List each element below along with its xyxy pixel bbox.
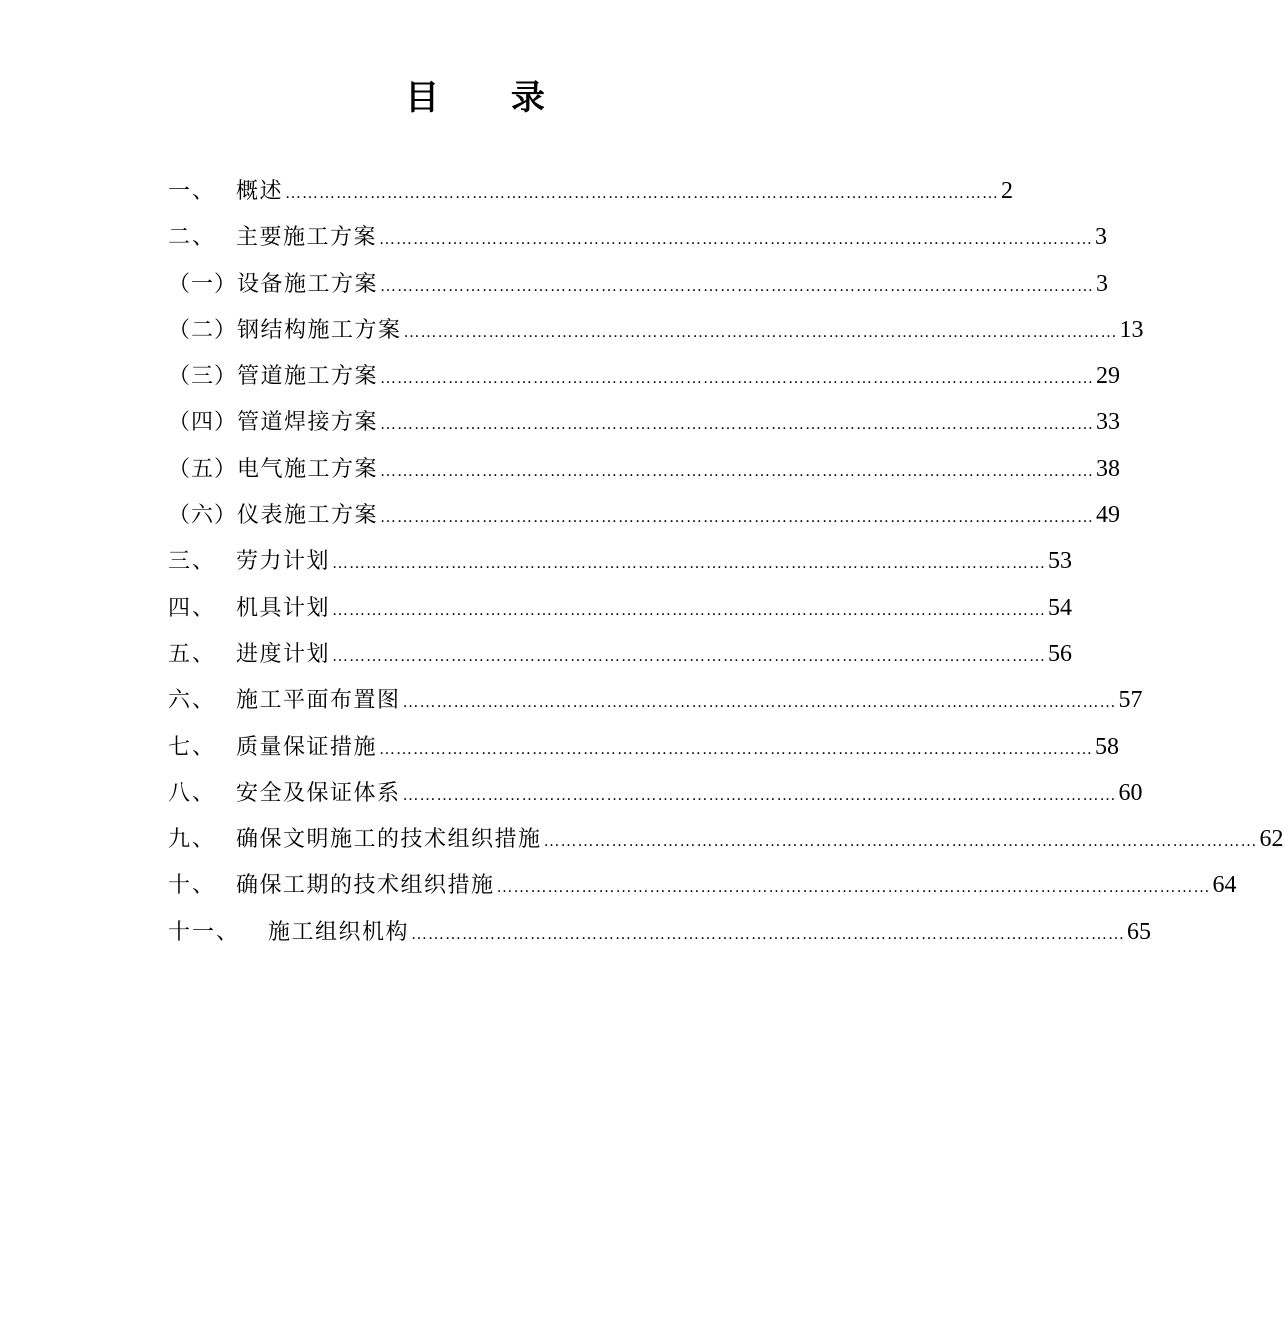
toc-entry-number: （六）: [168, 503, 238, 529]
toc-entry-leader-dots: ………………………………………………………………………………………………………………: [380, 509, 1095, 527]
toc-entry-number: （四）: [168, 410, 238, 436]
toc-entry-page-number: 58: [1095, 733, 1120, 760]
toc-entry[interactable]: [168, 816, 1284, 862]
toc-entry-page-number: 38: [1096, 455, 1121, 482]
toc-entry[interactable]: [168, 353, 1121, 399]
toc-entry-label: 施工平面布置图: [236, 688, 401, 714]
toc-entry-leader-dots: ………………………………………………………………………………………………………………: [411, 925, 1126, 943]
toc-entry-number: （二）: [168, 317, 238, 343]
toc-entry-label: 设备施工方案: [237, 271, 379, 297]
toc-entry-number: 一、: [168, 179, 217, 204]
toc-entry[interactable]: [168, 261, 1109, 307]
toc-entry[interactable]: [168, 214, 1108, 260]
toc-entry[interactable]: [168, 677, 1143, 723]
toc-entry[interactable]: [168, 538, 1073, 584]
toc-entry-label: 确保工期的技术组织措施: [236, 873, 495, 899]
toc-entry-page-number: 54: [1048, 594, 1073, 621]
toc-entry-page-number: 60: [1118, 779, 1143, 806]
page-title: 目 录: [405, 78, 575, 118]
toc-entry[interactable]: [168, 307, 1144, 353]
toc-entry-number: （三）: [168, 364, 238, 390]
toc-entry[interactable]: [168, 446, 1121, 492]
toc-entry-leader-dots: ………………………………………………………………………………………………………………: [379, 231, 1094, 249]
toc-entry-page-number: 64: [1212, 872, 1237, 899]
toc-entry-number: 四、: [168, 595, 217, 621]
toc-entry-page-number: 65: [1127, 918, 1152, 945]
toc-entry-number: 十一、: [168, 919, 241, 945]
toc-entry-number: 七、: [168, 734, 217, 760]
toc-entry-number: 三、: [168, 549, 217, 575]
toc-entry-number: 二、: [168, 225, 217, 251]
toc-entry[interactable]: [168, 168, 1014, 214]
toc-entry-leader-dots: ………………………………………………………………………………………………………………: [380, 416, 1095, 434]
toc-entry-number: 十、: [168, 873, 217, 899]
toc-entry-label: 安全及保证体系: [236, 780, 401, 806]
toc-entry-label: 质量保证措施: [236, 734, 378, 760]
toc-entry-leader-dots: ………………………………………………………………………………………………………………: [402, 786, 1117, 804]
toc-entry[interactable]: [168, 909, 1152, 955]
toc-entry[interactable]: [168, 585, 1073, 631]
toc-entry-leader-dots: ………………………………………………………………………………………………………………: [332, 647, 1047, 665]
toc-entry-label: 确保文明施工的技术组织措施: [236, 827, 542, 853]
toc-entry[interactable]: [168, 724, 1120, 770]
toc-entry-page-number: 2: [1001, 178, 1014, 204]
toc-entry-leader-dots: ………………………………………………………………………………………………………………: [380, 462, 1095, 480]
toc-entry-page-number: 29: [1096, 363, 1121, 390]
toc-entry-label: 电气施工方案: [237, 456, 379, 482]
toc-entry-number: （五）: [168, 456, 238, 482]
toc-entry-number: 八、: [168, 780, 217, 806]
toc-entry-label: 管道施工方案: [237, 364, 379, 390]
toc-entry-page-number: 62: [1259, 826, 1284, 853]
toc-entry-label: 施工组织机构: [268, 919, 410, 945]
toc-entry-page-number: 3: [1096, 270, 1109, 297]
toc-entry-number: （一）: [168, 271, 238, 297]
toc-entry-page-number: 56: [1048, 640, 1073, 667]
toc-entry[interactable]: [168, 770, 1143, 816]
toc-entry[interactable]: [168, 492, 1121, 538]
toc-entry[interactable]: [168, 631, 1073, 677]
toc-entry-page-number: 49: [1096, 502, 1121, 529]
toc-entry-leader-dots: ………………………………………………………………………………………………………………: [380, 277, 1095, 295]
toc-entry-leader-dots: ………………………………………………………………………………………………………………: [403, 323, 1118, 341]
toc-entry-page-number: 13: [1119, 316, 1144, 343]
toc-entry-page-number: 57: [1118, 687, 1143, 714]
toc-entry-leader-dots: ………………………………………………………………………………………………………………: [543, 833, 1258, 851]
toc-entry-label: 概述: [236, 179, 284, 204]
toc-entry-number: 九、: [168, 827, 217, 853]
toc-entry-leader-dots: ………………………………………………………………………………………………………………: [285, 185, 1000, 202]
toc-entry-number: 六、: [168, 688, 217, 714]
toc-entry-label: 劳力计划: [236, 549, 331, 575]
toc-entry-page-number: 53: [1048, 548, 1073, 575]
toc-entry[interactable]: [168, 399, 1121, 445]
toc-entry-leader-dots: ………………………………………………………………………………………………………………: [379, 740, 1094, 758]
toc-entry-page-number: 3: [1095, 224, 1108, 251]
toc-entry-page-number: 33: [1096, 409, 1121, 436]
toc-entry-leader-dots: ………………………………………………………………………………………………………………: [496, 879, 1211, 897]
toc-entry-label: 钢结构施工方案: [237, 317, 402, 343]
toc-entry-leader-dots: ………………………………………………………………………………………………………………: [402, 694, 1117, 712]
toc-entry-leader-dots: ………………………………………………………………………………………………………………: [332, 555, 1047, 573]
toc-entry-label: 主要施工方案: [236, 225, 378, 251]
toc-entry-label: 仪表施工方案: [237, 503, 379, 529]
toc-entry-leader-dots: ………………………………………………………………………………………………………………: [380, 370, 1095, 388]
toc-entry-label: 进度计划: [236, 641, 331, 667]
table-of-contents: [168, 168, 1284, 955]
toc-entry-label: 机具计划: [236, 595, 331, 621]
toc-entry-number: 五、: [168, 641, 217, 667]
toc-entry[interactable]: [168, 862, 1237, 908]
toc-entry-leader-dots: ………………………………………………………………………………………………………………: [332, 601, 1047, 619]
toc-entry-label: 管道焊接方案: [237, 410, 379, 436]
